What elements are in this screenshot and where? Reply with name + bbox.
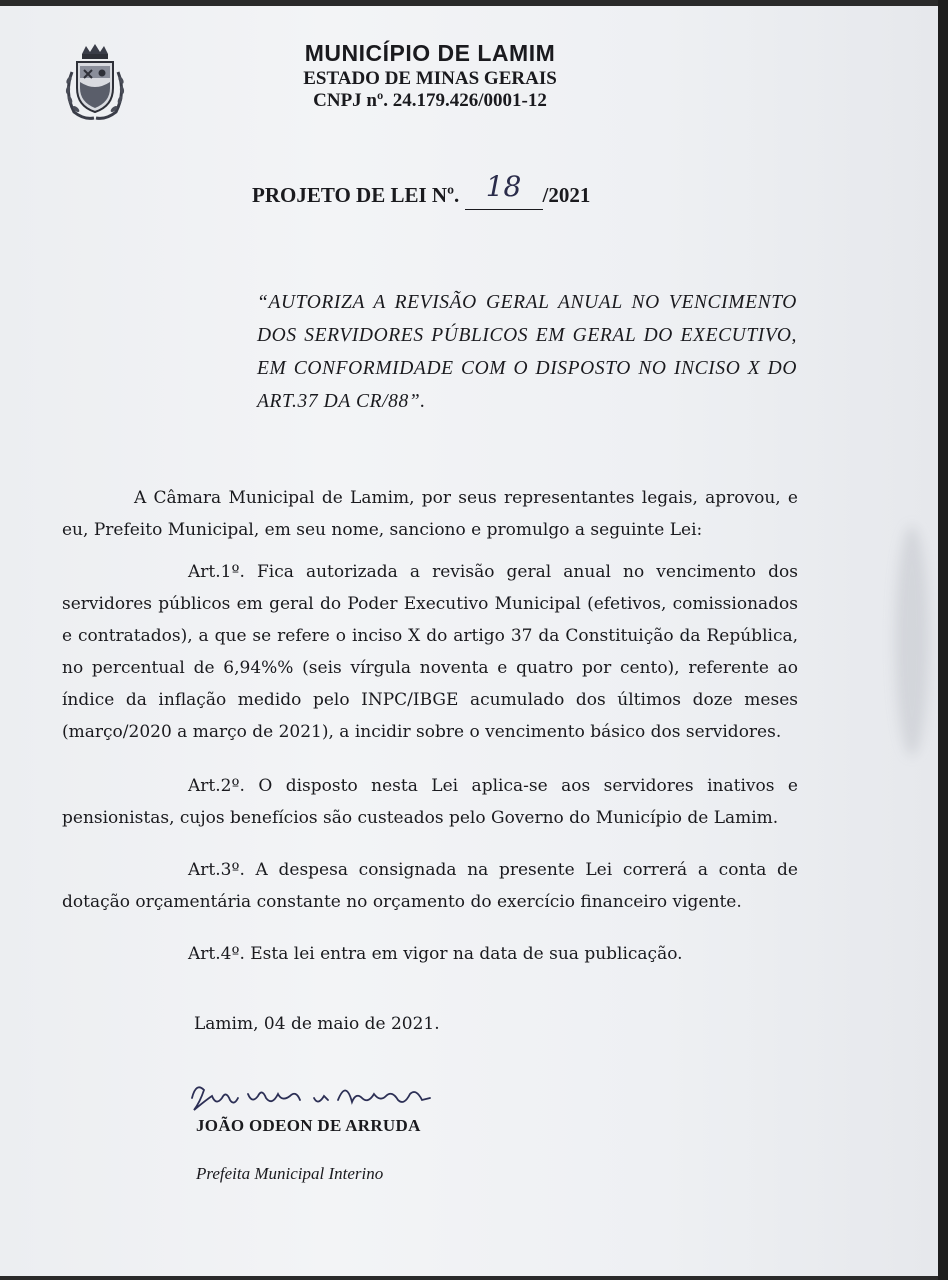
signer-role: Prefeita Municipal Interino (196, 1164, 384, 1183)
bill-title (252, 170, 591, 210)
handwritten-signature (186, 1076, 456, 1116)
state-name: ESTADO DE MINAS GERAIS (303, 67, 557, 89)
cnpj-number: CNPJ nº. 24.179.426/0001-12 (313, 90, 547, 112)
bill-year: /2021 (542, 183, 591, 207)
bill-body (62, 482, 798, 970)
scan-smudge (895, 526, 929, 756)
article-4: Art.4º. Esta lei entra em vigor na data de sua publicação. (188, 944, 683, 964)
preamble-paragraph: A Câmara Municipal de Lamim, por seus representantes legais, aprovou, e eu, Prefeito Municipal, em seu nome, sanciono e promulgo a seguinte Lei: (62, 488, 798, 540)
letterhead (240, 40, 620, 113)
scan-edge (938, 0, 948, 1280)
bill-number-handwritten: 18 (485, 170, 522, 203)
municipal-coat-of-arms-icon (60, 42, 130, 122)
document-page (0, 6, 940, 1276)
municipality-name: MUNICÍPIO DE LAMIM (304, 40, 556, 66)
article-3: Art.3º. A despesa consignada na presente Lei correrá a conta de dotação orçamentária constante no orçamento do exercício financeiro vigente. (62, 860, 798, 912)
article-2: Art.2º. O disposto nesta Lei aplica-se aos servidores inativos e pensionistas, cujos benefícios são custeados pelo Governo do Município de Lamim. (62, 776, 798, 828)
bill-summary: “AUTORIZA A REVISÃO GERAL ANUAL NO VENCIMENTO DOS SERVIDORES PÚBLICOS EM GERAL DO EXECUTIVO, EM CONFORMIDADE COM O DISPOSTO NO INCISO X DO ART.37 DA CR/88”. (257, 292, 797, 412)
date-line: Lamim, 04 de maio de 2021. (194, 1014, 440, 1034)
signer-name: JOÃO ODEON DE ARRUDA (196, 1116, 421, 1135)
bill-title-prefix: PROJETO DE LEI Nº. (252, 183, 460, 207)
bill-number-blank (465, 170, 543, 210)
article-1: Art.1º. Fica autorizada a revisão geral anual no vencimento dos servidores públicos em geral do Poder Executivo Municipal (efetivos, comissionados e contratados), a que se refere o inciso X do artigo 37 da Constituição da República, no percentual de 6,94%% (seis vírgula noventa e quatro por cento), referente ao índice da inflação medido pelo INPC/IBGE acumulado dos últimos doze meses (março/2020 a março de 2021), a incidir sobre o vencimento básico dos servidores. (62, 562, 798, 742)
